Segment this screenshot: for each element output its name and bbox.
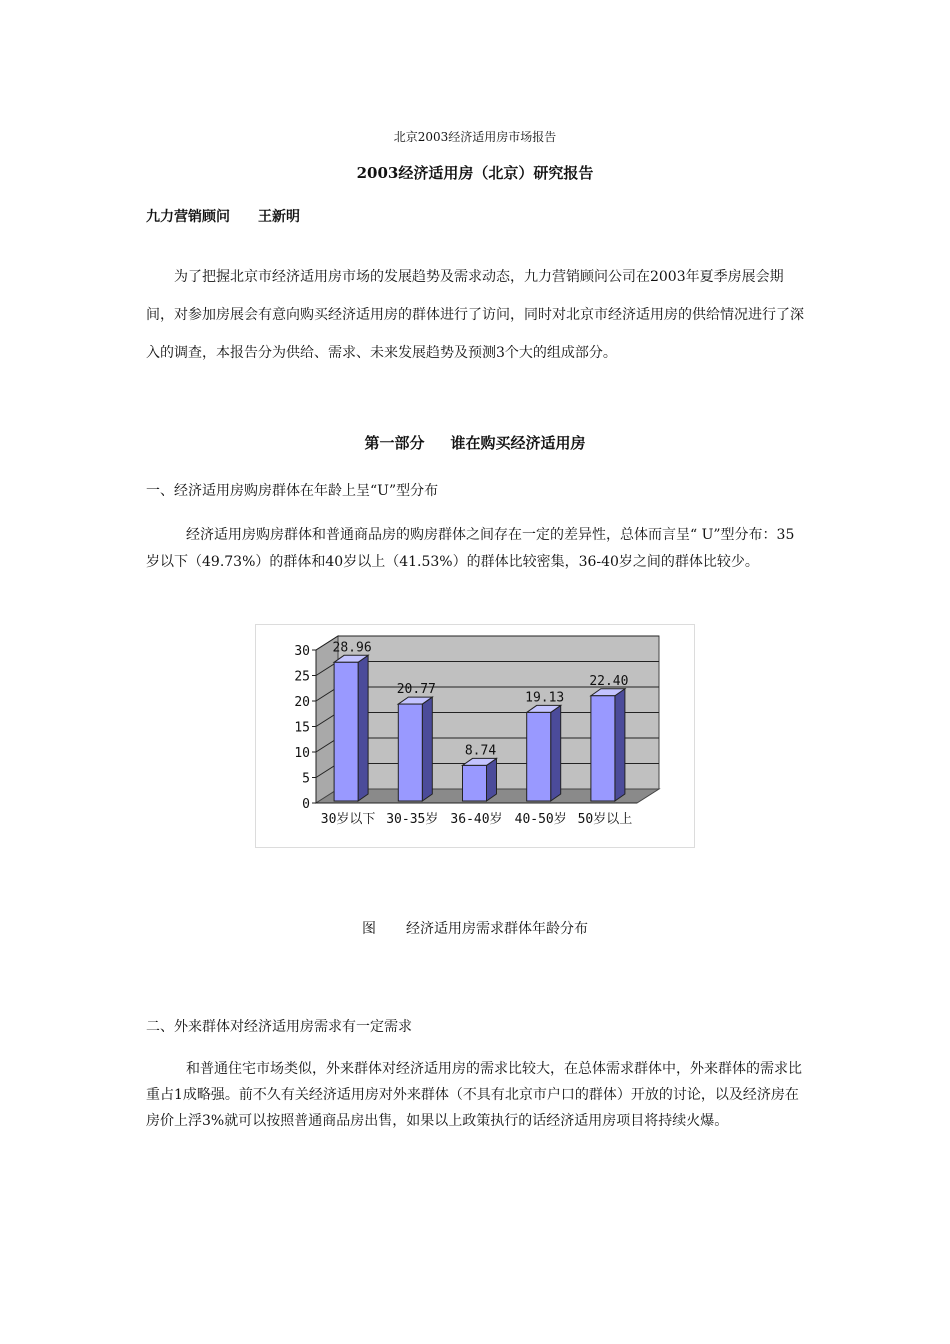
age-distribution-chart (255, 624, 695, 848)
data-label: 8.74 (464, 743, 497, 759)
data-label: 19.13 (525, 690, 565, 706)
bar-side (615, 689, 625, 801)
page-header: 北京2003经济适用房市场报告 (393, 130, 557, 144)
bar (463, 765, 487, 801)
y-tick-label: 15 (294, 720, 310, 736)
y-tick-label: 5 (302, 771, 310, 787)
section1-paragraph: 经济适用房购房群体和普通商品房的购房群体之间存在一定的差异性，总体而言呈“ U”型分布：35岁以下（49.73%）的群体和40岁以上（41.53%）的群体比较密集，36-40岁之间的群体比较少。 (146, 527, 795, 570)
bar (334, 662, 358, 801)
x-tick-label: 50岁以上 (577, 812, 633, 827)
section2-heading: 二、外来群体对经济适用房需求有一定需求 (146, 1019, 412, 1035)
chart-svg (256, 625, 694, 847)
y-tick-label: 30 (294, 644, 310, 659)
bar (398, 704, 422, 801)
data-label: 20.77 (396, 682, 436, 698)
figure-caption (0, 918, 950, 938)
y-tick-label: 0 (302, 797, 310, 812)
document-title: 2003经济适用房（北京）研究报告 (356, 164, 594, 182)
bar-side (358, 655, 368, 801)
author-company: 九力营销顾问 (146, 209, 230, 225)
bar (591, 696, 615, 801)
part-label: 第一部分 (364, 434, 425, 452)
figure-label: 图 (362, 921, 376, 937)
intro-paragraph: 为了把握北京市经济适用房市场的发展趋势及需求动态，九力营销顾问公司在2003年夏季房展会期间，对参加房展会有意向购买经济适用房的群体进行了访问，同时对北京市经济适用房的供给情况进行了深入的调查，本报告分为供给、需求、未来发展趋势及预测3个大的组成部分。 (146, 269, 804, 361)
data-label: 22.40 (589, 673, 629, 689)
data-label: 28.96 (332, 640, 372, 656)
section2-paragraph: 和普通住宅市场类似，外来群体对经济适用房的需求比较大，在总体需求群体中，外来群体的需求比重占1成略强。前不久有关经济适用房对外来群体（不具有北京市户口的群体）开放的讨论，以及经济房在房价上浮3%就可以按照普通商品房出售，如果以上政策执行的话经济适用房项目将持续火爆。 (146, 1061, 802, 1129)
figure-title: 经济适用房需求群体年龄分布 (406, 921, 588, 937)
author-line (146, 206, 300, 226)
x-tick-label: 40-50岁 (514, 812, 567, 827)
y-tick-label: 25 (294, 669, 310, 685)
x-tick-label: 36-40岁 (450, 812, 503, 827)
y-tick-label: 10 (294, 746, 310, 761)
author-name: 王新明 (258, 209, 300, 225)
y-tick-label: 20 (294, 695, 310, 710)
bar (527, 712, 551, 801)
bar-side (422, 697, 432, 801)
x-tick-label: 30-35岁 (386, 812, 439, 827)
x-tick-label: 30岁以下 (320, 812, 376, 827)
part-title: 谁在购买经济适用房 (450, 434, 586, 452)
bar-side (551, 705, 561, 801)
section1-heading: 一、经济适用房购房群体在年龄上呈“U”型分布 (146, 483, 439, 499)
part-heading (0, 432, 950, 453)
